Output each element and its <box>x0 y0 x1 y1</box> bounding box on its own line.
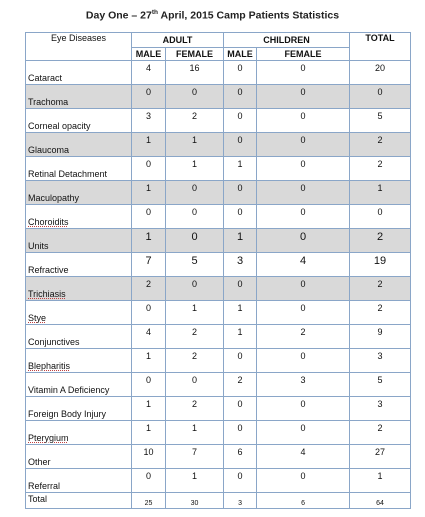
adult-female-cell: 2 <box>166 325 224 349</box>
totals-adult-male: 25 <box>132 493 166 509</box>
table-row <box>26 157 411 181</box>
table-row <box>26 421 411 445</box>
disease-name-text: Glaucoma <box>28 145 70 155</box>
children-female-cell: 0 <box>257 85 350 109</box>
adult-male-cell: 1 <box>132 397 166 421</box>
total-cell: 0 <box>350 85 411 109</box>
children-male-cell: 0 <box>224 109 257 133</box>
total-cell: 19 <box>350 253 411 277</box>
children-male-cell: 0 <box>224 469 257 493</box>
adult-female-cell: 0 <box>166 205 224 229</box>
children-female-cell: 0 <box>257 181 350 205</box>
children-female-cell: 0 <box>257 301 350 325</box>
children-male-cell: 0 <box>224 133 257 157</box>
disease-name-text: Units <box>28 241 49 251</box>
children-male-header: MALE <box>224 48 257 61</box>
children-male-cell: 0 <box>224 349 257 373</box>
disease-name-text: Stye <box>28 313 47 323</box>
table-row <box>26 61 411 85</box>
total-cell: 9 <box>350 325 411 349</box>
disease-name-text: Retinal Detachment <box>28 169 108 179</box>
disease-name-text: Maculopathy <box>28 193 80 203</box>
table-row <box>26 445 411 469</box>
adult-male-cell: 1 <box>132 181 166 205</box>
adult-female-cell: 2 <box>166 109 224 133</box>
table-row <box>26 229 411 253</box>
table-row <box>26 205 411 229</box>
table-row <box>26 397 411 421</box>
adult-male-cell: 2 <box>132 277 166 301</box>
adult-female-cell: 1 <box>166 157 224 181</box>
adult-female-header: FEMALE <box>166 48 224 61</box>
children-female-cell: 4 <box>257 253 350 277</box>
table-row <box>26 109 411 133</box>
table-row <box>26 301 411 325</box>
eye-diseases-header: Eye Diseases <box>26 33 132 61</box>
total-cell: 3 <box>350 349 411 373</box>
disease-name <box>26 109 132 133</box>
table-row <box>26 469 411 493</box>
totals-grand-total: 64 <box>350 493 411 509</box>
table-row <box>26 133 411 157</box>
children-female-cell: 0 <box>257 397 350 421</box>
adult-male-cell: 3 <box>132 109 166 133</box>
adult-male-cell: 0 <box>132 205 166 229</box>
adult-male-cell: 0 <box>132 373 166 397</box>
total-cell: 2 <box>350 421 411 445</box>
adult-female-cell: 5 <box>166 253 224 277</box>
disease-name <box>26 325 132 349</box>
children-male-cell: 0 <box>224 61 257 85</box>
page-title <box>0 9 425 22</box>
disease-name <box>26 373 132 397</box>
disease-name <box>26 181 132 205</box>
adult-female-cell: 2 <box>166 397 224 421</box>
adult-header: ADULT <box>132 33 224 48</box>
total-cell: 2 <box>350 301 411 325</box>
adult-male-cell: 0 <box>132 85 166 109</box>
children-female-cell: 3 <box>257 373 350 397</box>
adult-male-cell: 0 <box>132 301 166 325</box>
adult-male-cell: 0 <box>132 469 166 493</box>
totals-label: Total <box>26 493 132 509</box>
children-male-cell: 0 <box>224 85 257 109</box>
disease-name-text: Pterygium <box>28 433 69 443</box>
table-row <box>26 373 411 397</box>
adult-male-cell: 1 <box>132 133 166 157</box>
adult-male-cell: 10 <box>132 445 166 469</box>
adult-male-cell: 4 <box>132 61 166 85</box>
children-male-cell: 0 <box>224 205 257 229</box>
children-male-cell: 3 <box>224 253 257 277</box>
children-male-cell: 0 <box>224 181 257 205</box>
children-male-cell: 0 <box>224 277 257 301</box>
adult-male-cell: 4 <box>132 325 166 349</box>
children-male-cell: 1 <box>224 301 257 325</box>
table-row <box>26 181 411 205</box>
total-cell: 3 <box>350 397 411 421</box>
disease-name <box>26 349 132 373</box>
table-body <box>26 61 411 509</box>
children-male-cell: 1 <box>224 325 257 349</box>
adult-female-cell: 1 <box>166 421 224 445</box>
table-row <box>26 349 411 373</box>
disease-name-text: Conjunctives <box>28 337 80 347</box>
children-female-cell: 0 <box>257 277 350 301</box>
adult-female-cell: 0 <box>166 85 224 109</box>
disease-name-text: Choroidits <box>28 217 69 227</box>
disease-name-text: Referral <box>28 481 61 491</box>
disease-name-text: Refractive <box>28 265 69 275</box>
totals-adult-female: 30 <box>166 493 224 509</box>
table-row <box>26 277 411 301</box>
total-cell: 0 <box>350 205 411 229</box>
children-header: CHILDREN <box>224 33 350 48</box>
adult-female-cell: 0 <box>166 277 224 301</box>
children-female-cell: 0 <box>257 229 350 253</box>
table-row <box>26 85 411 109</box>
adult-female-cell: 1 <box>166 133 224 157</box>
total-cell: 27 <box>350 445 411 469</box>
title-superscript: th <box>151 9 158 16</box>
disease-name <box>26 133 132 157</box>
adult-male-cell: 1 <box>132 421 166 445</box>
title-prefix: Day One – 27 <box>85 9 152 22</box>
adult-female-cell: 2 <box>166 349 224 373</box>
children-female-cell: 4 <box>257 445 350 469</box>
table-row <box>26 253 411 277</box>
adult-female-cell: 1 <box>166 469 224 493</box>
children-female-cell: 0 <box>257 349 350 373</box>
children-female-cell: 0 <box>257 61 350 85</box>
total-cell: 1 <box>350 181 411 205</box>
adult-male-cell: 7 <box>132 253 166 277</box>
total-cell: 2 <box>350 277 411 301</box>
total-cell: 5 <box>350 109 411 133</box>
adult-male-cell: 1 <box>132 349 166 373</box>
total-cell: 2 <box>350 229 411 253</box>
total-cell: 2 <box>350 133 411 157</box>
adult-female-cell: 0 <box>166 229 224 253</box>
children-female-cell: 0 <box>257 109 350 133</box>
disease-name <box>26 397 132 421</box>
adult-male-cell: 1 <box>132 229 166 253</box>
disease-name <box>26 157 132 181</box>
children-male-cell: 2 <box>224 373 257 397</box>
disease-name <box>26 61 132 85</box>
disease-name <box>26 277 132 301</box>
table-row <box>26 325 411 349</box>
total-cell: 5 <box>350 373 411 397</box>
disease-name-text: Vitamin A Deficiency <box>28 385 110 395</box>
children-male-cell: 0 <box>224 421 257 445</box>
disease-name <box>26 85 132 109</box>
total-cell: 1 <box>350 469 411 493</box>
disease-name <box>26 469 132 493</box>
total-cell: 2 <box>350 157 411 181</box>
children-female-cell: 0 <box>257 469 350 493</box>
disease-name-text: Trichiasis <box>28 289 66 299</box>
totals-children-female: 6 <box>257 493 350 509</box>
disease-name-text: Corneal opacity <box>28 121 91 131</box>
children-female-cell: 0 <box>257 157 350 181</box>
adult-female-cell: 0 <box>166 373 224 397</box>
disease-name <box>26 253 132 277</box>
disease-name <box>26 445 132 469</box>
title-suffix: April, 2015 Camp Patients Statistics <box>157 9 340 22</box>
disease-name-text: Trachoma <box>28 97 69 107</box>
adult-female-cell: 0 <box>166 181 224 205</box>
children-male-cell: 0 <box>224 397 257 421</box>
children-male-cell: 6 <box>224 445 257 469</box>
disease-name-text: Cataract <box>28 73 63 83</box>
children-female-header: FEMALE <box>257 48 350 61</box>
disease-name <box>26 301 132 325</box>
disease-name-text: Foreign Body Injury <box>28 409 107 419</box>
children-male-cell: 1 <box>224 229 257 253</box>
adult-female-cell: 1 <box>166 301 224 325</box>
adult-male-header: MALE <box>132 48 166 61</box>
adult-female-cell: 16 <box>166 61 224 85</box>
totals-row <box>26 493 411 509</box>
adult-female-cell: 7 <box>166 445 224 469</box>
children-male-cell: 1 <box>224 157 257 181</box>
disease-name <box>26 205 132 229</box>
disease-name <box>26 421 132 445</box>
children-female-cell: 0 <box>257 421 350 445</box>
disease-name <box>26 229 132 253</box>
total-header: TOTAL <box>350 33 411 61</box>
children-female-cell: 0 <box>257 205 350 229</box>
totals-children-male: 3 <box>224 493 257 509</box>
children-female-cell: 2 <box>257 325 350 349</box>
patients-statistics-table <box>25 32 411 509</box>
adult-male-cell: 0 <box>132 157 166 181</box>
disease-name-text: Other <box>28 457 51 467</box>
children-female-cell: 0 <box>257 133 350 157</box>
disease-name-text: Blepharitis <box>28 361 71 371</box>
total-cell: 20 <box>350 61 411 85</box>
